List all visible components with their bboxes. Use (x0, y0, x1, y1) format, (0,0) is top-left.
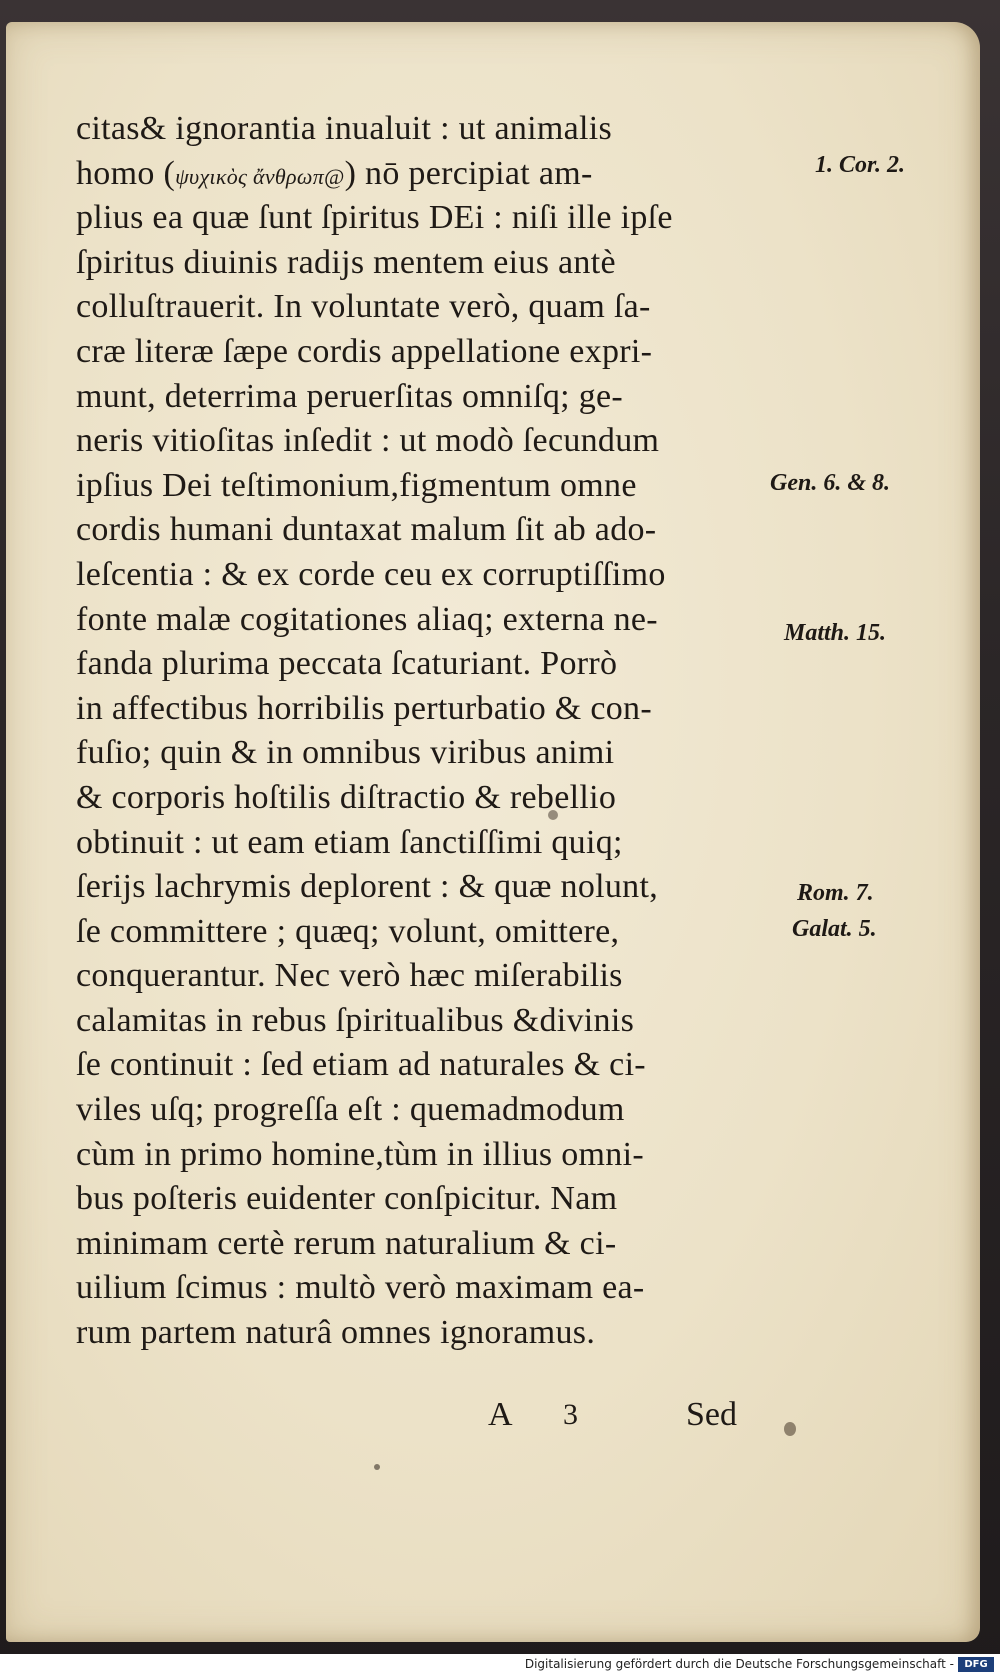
text-line: ſe continuit : ſed etiam ad naturales & ci- (76, 1046, 646, 1084)
dfg-logo-icon: DFG (958, 1657, 994, 1672)
text-line: conquerantur. Nec verò hæc miſerabilis (76, 957, 623, 995)
margin-note: 1. Cor. 2. (815, 152, 906, 178)
text-line: colluſtrauerit. In voluntate verò, quam ſa- (76, 288, 651, 326)
text-line: leſcentia : & ex corde ceu ex corruptiſſimo (76, 555, 666, 593)
greek-phrase: ψυχικὸς ἄνθρωπ@ (175, 163, 345, 189)
text-line (76, 152, 776, 197)
paper-stain (374, 1464, 380, 1470)
text-line: citas& ignorantia inualuit : ut animalis (76, 110, 613, 147)
signature-mark: A (488, 1396, 513, 1433)
catchword: Sed (686, 1396, 737, 1433)
footer-bar (0, 1654, 1000, 1675)
text-line: fonte malæ cogitationes aliaq; externa ne- (76, 600, 658, 638)
text-line: bus poſteris euidenter conſpicitur. Nam (76, 1180, 618, 1218)
text-line: fuſio; quin & in omnibus viribus animi (76, 734, 615, 772)
text-line: viles uſq; progreſſa eſt : quemadmodum (76, 1091, 625, 1129)
text-line: ſerijs lachrymis deplorent : & quæ nolunt, (76, 868, 659, 906)
text-line: plius ea quæ ſunt ſpiritus DEi : niſi ille ipſe (76, 199, 673, 237)
funding-credit: Digitalisierung gefördert durch die Deutsche Forschungsgemeinschaft - (524, 1657, 954, 1671)
main-text-block (76, 107, 776, 1356)
text-line: & corporis hoſtilis diſtractio & rebellio (76, 778, 617, 816)
text-line: cræ literæ ſæpe cordis appellatione expri- (76, 332, 653, 370)
text-line: calamitas in rebus ſpiritualibus &divinis (76, 1001, 635, 1039)
text-line: ipſius Dei teſtimonium,figmentum omne (76, 466, 637, 504)
text-fragment: ) nō percipiat am- (344, 154, 593, 192)
text-line: in affectibus horribilis perturbatio & con- (76, 689, 652, 727)
margin-note: Galat. 5. (792, 916, 877, 942)
text-line: rum partem naturâ omnes ignoramus. (76, 1314, 596, 1352)
text-line: minimam certè rerum naturalium & ci- (76, 1224, 617, 1262)
margin-note: Matth. 15. (784, 620, 887, 646)
text-line: munt, deterrima peruerſitas omniſq; ge- (76, 377, 624, 415)
signature-number: 3 (563, 1398, 578, 1431)
text-line: neris vitioſitas inſedit : ut modò ſecundum (76, 422, 660, 460)
margin-note: Rom. 7. (797, 880, 874, 906)
margin-note: Gen. 6. & 8. (770, 470, 890, 496)
text-line: fanda plurima peccata ſcaturiant. Porrò (76, 645, 618, 683)
paper-stain (784, 1422, 796, 1436)
text-line: ſpiritus diuinis radijs mentem eius antè (76, 243, 616, 281)
text-line: cordis humani duntaxat malum ſit ab ado- (76, 511, 657, 549)
text-line: cùm in primo homine,tùm in illius omni- (76, 1135, 644, 1173)
text-fragment: homo ( (76, 154, 176, 192)
text-line: obtinuit : ut eam etiam ſanctiſſimi quiq; (76, 823, 623, 861)
text-line: ſe committere ; quæq; volunt, omittere, (76, 912, 620, 950)
text-line: uilium ſcimus : multò verò maximam ea- (76, 1269, 645, 1307)
